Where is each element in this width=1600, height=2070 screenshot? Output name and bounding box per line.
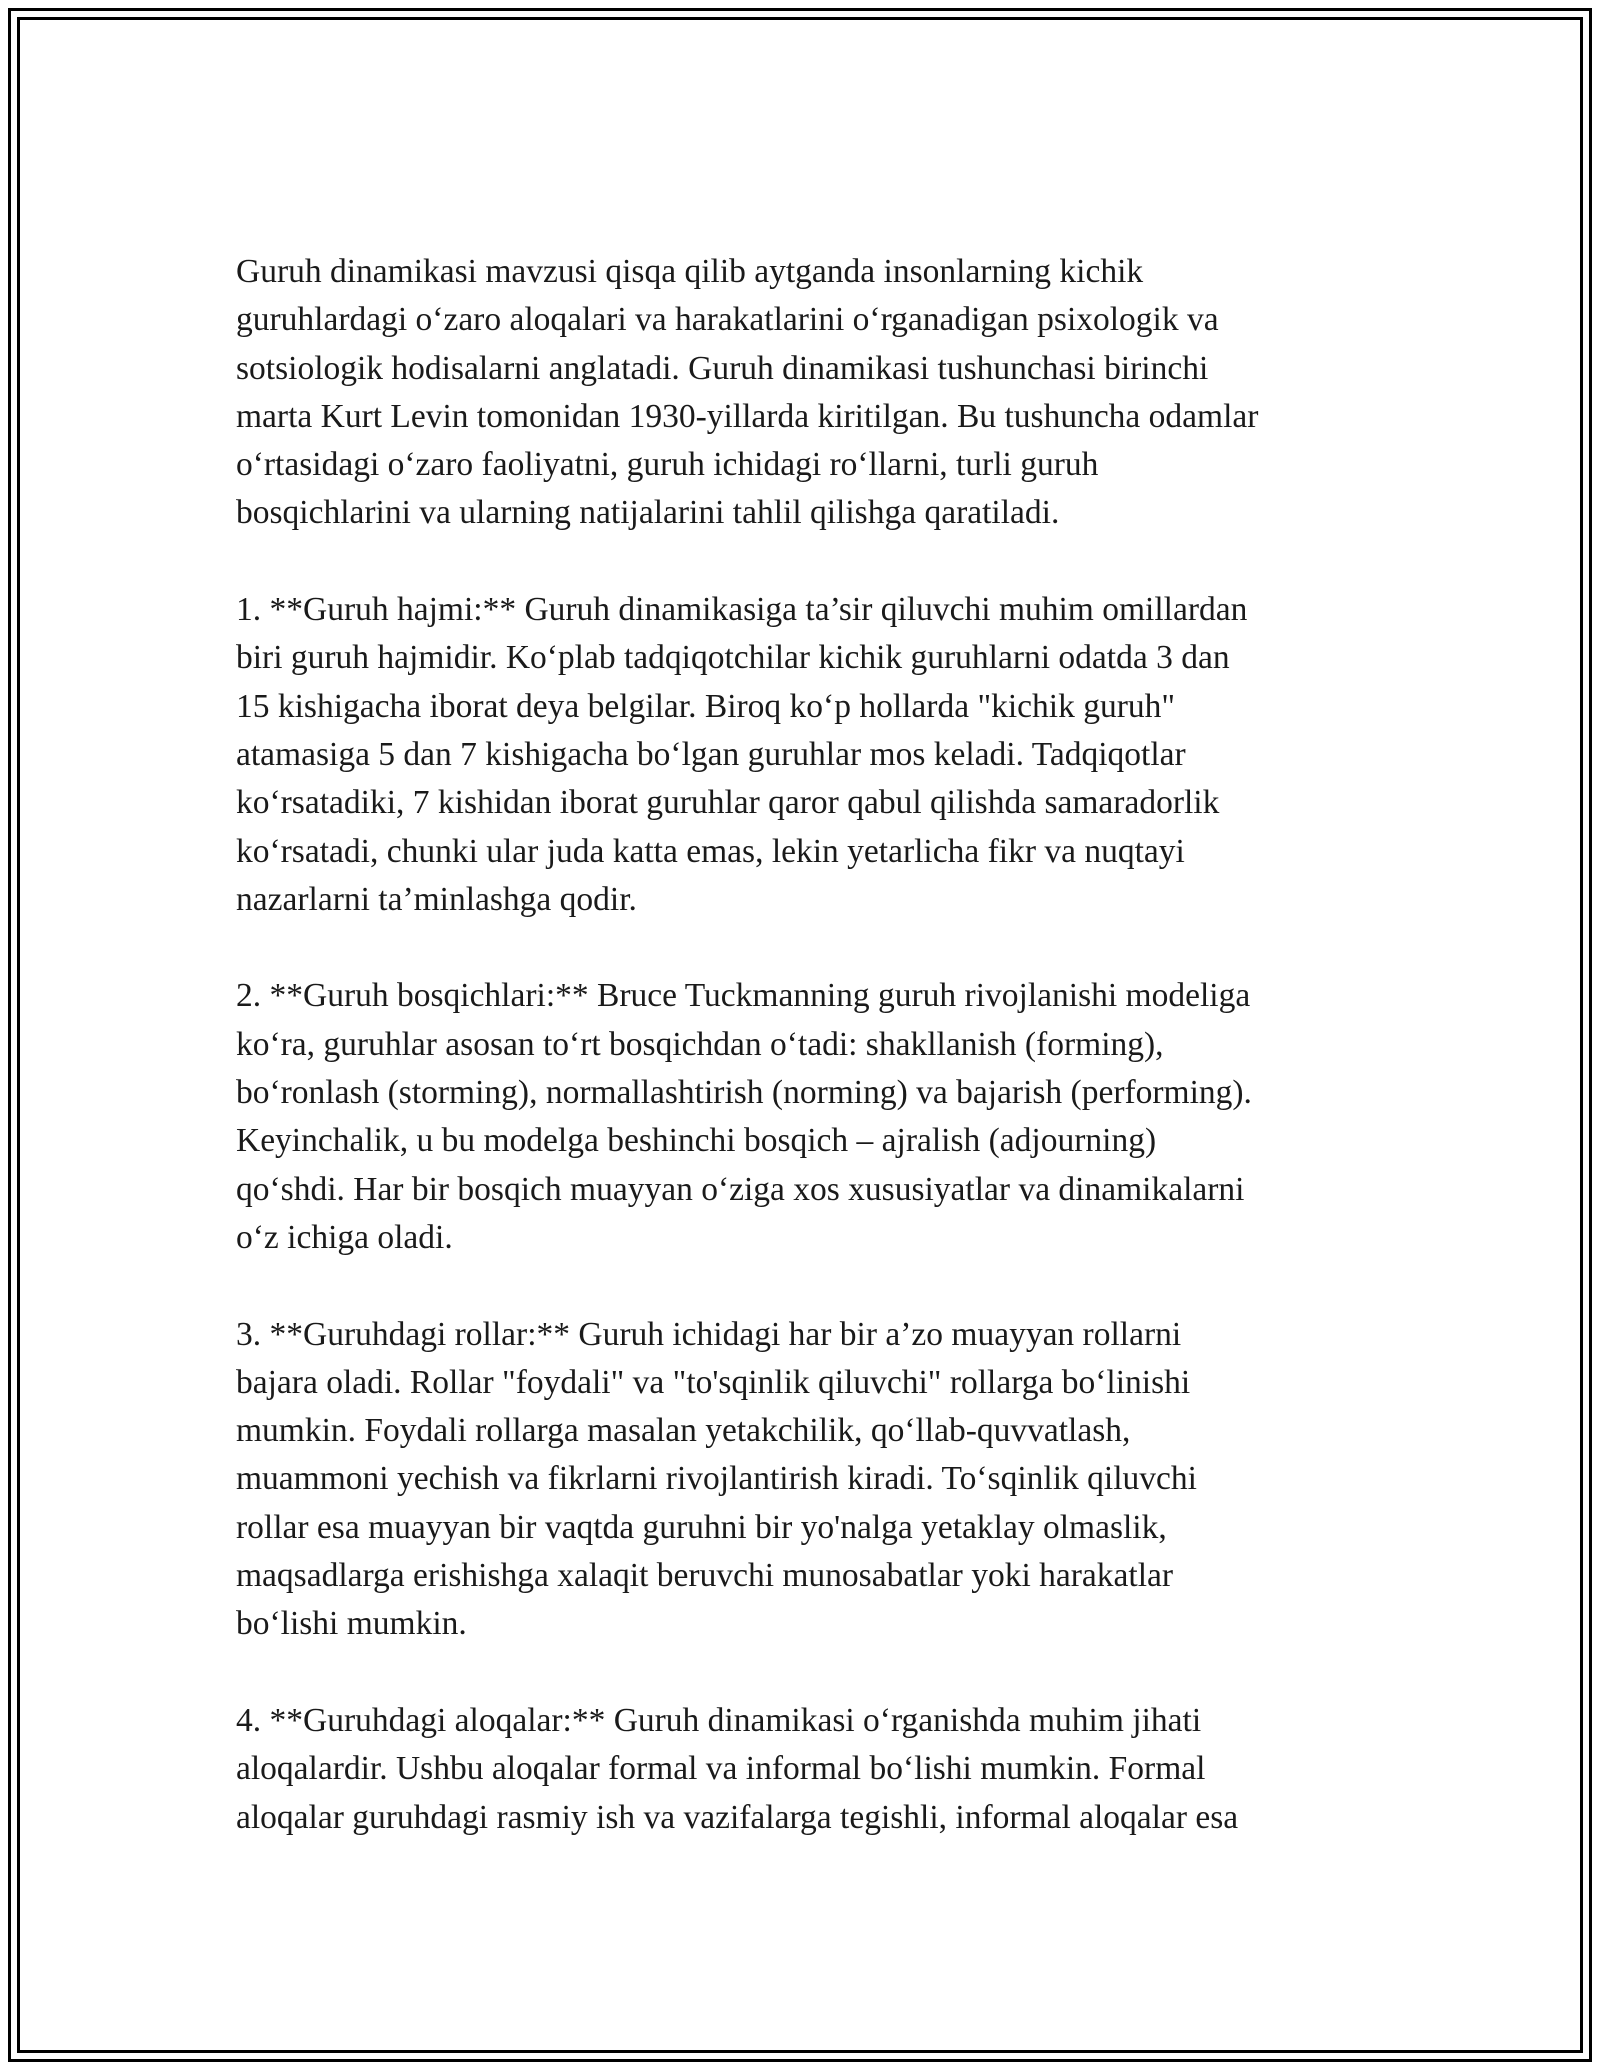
text-line: ko‘ra, guruhlar asosan to‘rt bosqichdan o‘tadi: shakllanish (forming), (236, 1025, 1164, 1063)
text-line: o‘rtasidagi o‘zaro faoliyatni, guruh ichidagi ro‘llarni, turli guruh (236, 446, 1099, 484)
text-line: ko‘rsatadiki, 7 kishidan iborat guruhlar qaror qabul qilishda samaradorlik (236, 784, 1220, 822)
text-line: 2. **Guruh bosqichlari:** Bruce Tuckmanning guruh rivojlanishi modeliga (236, 977, 1251, 1015)
document-body (236, 248, 1376, 1890)
text-line: aloqalar guruhdagi rasmiy ish va vazifalarga tegishli, informal aloqalar esa (236, 1798, 1239, 1836)
text-line: maqsadlarga erishishga xalaqit beruvchi munosabatlar yoki harakatlar (236, 1557, 1174, 1595)
text-line: atamasiga 5 dan 7 kishigacha bo‘lgan guruhlar mos keladi. Tadqiqotlar (236, 735, 1186, 773)
intro-paragraph (236, 248, 1376, 538)
text-line: qo‘shdi. Har bir bosqich muayyan o‘ziga xos xususiyatlar va dinamikalarni (236, 1170, 1245, 1208)
group-size-paragraph (236, 586, 1376, 924)
group-stages-paragraph (236, 972, 1376, 1262)
text-line: aloqalardir. Ushbu aloqalar formal va informal bo‘lishi mumkin. Formal (236, 1750, 1206, 1788)
text-line: 15 kishigacha iborat deya belgilar. Biroq ko‘p hollarda "kichik guruh" (236, 687, 1176, 725)
text-line: nazarlarni ta’minlashga qodir. (236, 880, 637, 918)
text-line: ko‘rsatadi, chunki ular juda katta emas, lekin yetarlicha fikr va nuqtayi (236, 832, 1185, 870)
text-line: o‘z ichiga oladi. (236, 1218, 453, 1256)
text-line: rollar esa muayyan bir vaqtda guruhni bir yo'nalga yetaklay olmaslik, (236, 1508, 1167, 1546)
text-line: marta Kurt Levin tomonidan 1930-yillarda kiritilgan. Bu tushuncha odamlar (236, 397, 1259, 435)
text-line: biri guruh hajmidir. Ko‘plab tadqiqotchilar kichik guruhlarni odatda 3 dan (236, 639, 1230, 677)
text-line: 1. **Guruh hajmi:** Guruh dinamikasiga ta’sir qiluvchi muhim omillardan (236, 591, 1248, 629)
group-roles-paragraph (236, 1311, 1376, 1649)
text-line: bo‘ronlash (storming), normallashtirish (norming) va bajarish (performing). (236, 1074, 1252, 1112)
text-line: Guruh dinamikasi mavzusi qisqa qilib aytganda insonlarning kichik (236, 253, 1144, 290)
text-line: guruhlardagi o‘zaro aloqalari va harakatlarini o‘rganadigan psixologik va (236, 301, 1219, 339)
text-line: bosqichlarini va ularning natijalarini tahlil qilishga qaratiladi. (236, 494, 1060, 532)
text-line: bajara oladi. Rollar "foydali" va "to'sqinlik qiluvchi" rollarga bo‘linishi (236, 1363, 1191, 1401)
group-communication-paragraph (236, 1697, 1376, 1842)
text-line: 4. **Guruhdagi aloqalar:** Guruh dinamikasi o‘rganishda muhim jihati (236, 1701, 1202, 1739)
text-line: sotsiologik hodisalarni anglatadi. Guruh dinamikasi tushunchasi birinchi (236, 349, 1209, 387)
text-line: Keyinchalik, u bu modelga beshinchi bosqich – ajralish (adjourning) (236, 1122, 1157, 1160)
text-line: muammoni yechish va fikrlarni rivojlantirish kiradi. To‘sqinlik qiluvchi (236, 1460, 1197, 1498)
text-line: bo‘lishi mumkin. (236, 1605, 467, 1643)
text-line: 3. **Guruhdagi rollar:** Guruh ichidagi har bir a’zo muayyan rollarni (236, 1315, 1182, 1353)
text-line: mumkin. Foydali rollarga masalan yetakchilik, qo‘llab-quvvatlash, (236, 1412, 1131, 1450)
